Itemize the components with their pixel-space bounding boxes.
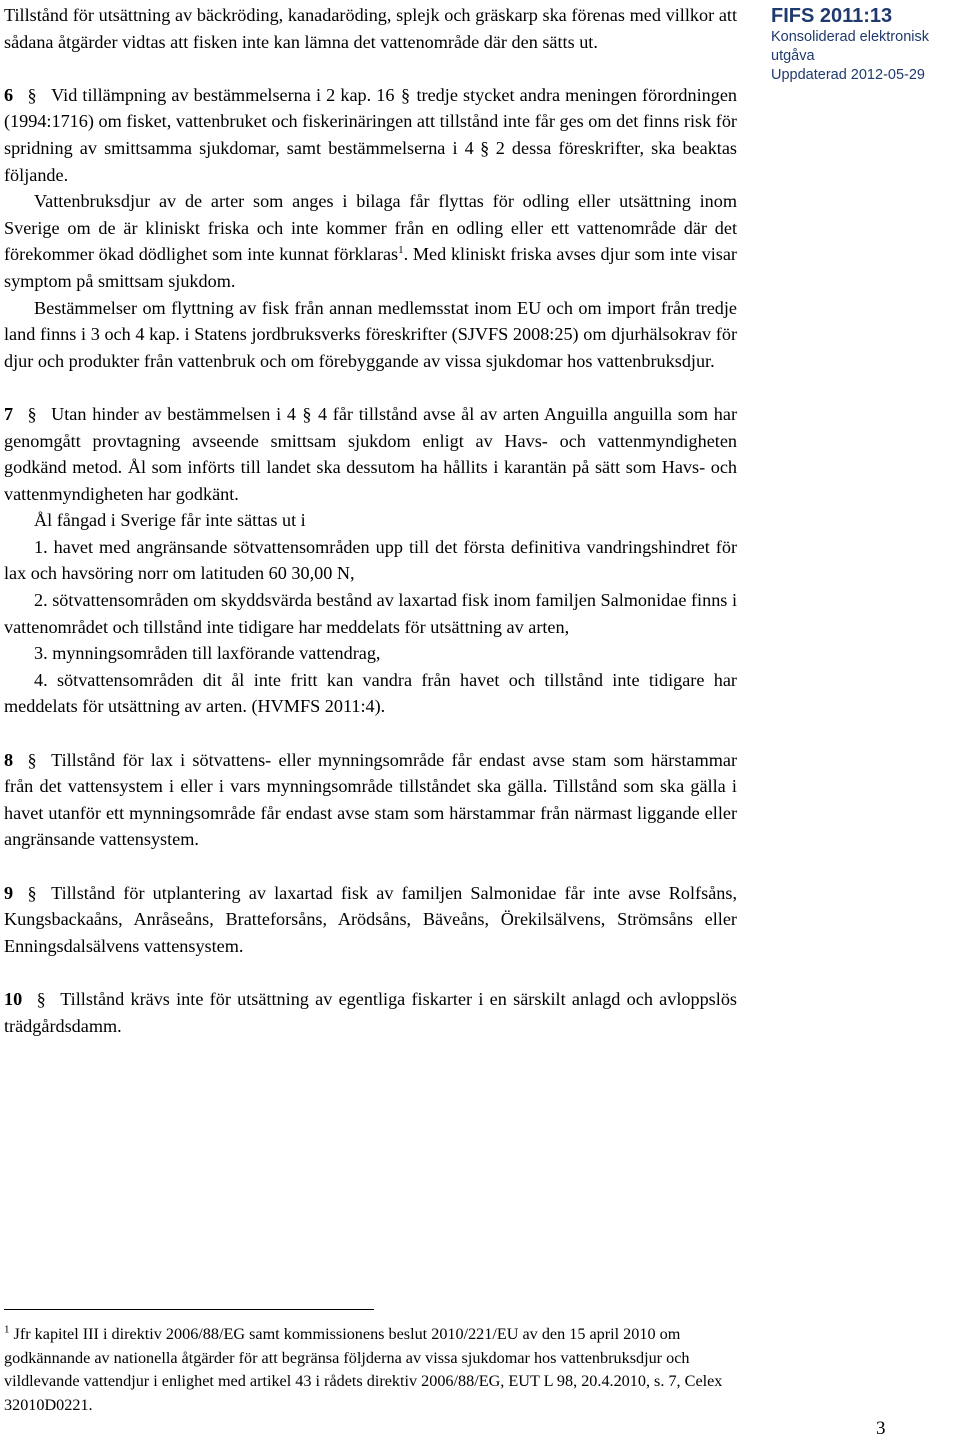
section-symbol: § — [27, 84, 37, 105]
spacer — [4, 959, 737, 986]
list-item: 4. sötvattensområden dit ål inte fritt kan vandra från havet och tillstånd inte tidigare har meddelats för utsättning av arten. (HVMFS 2011:4). — [4, 669, 737, 717]
spacer — [4, 374, 737, 401]
section-6-lead: Vid tillämpning av bestämmelserna i 2 kap. 16 — [51, 84, 395, 105]
footnote-marker: 1 — [4, 1323, 10, 1336]
footnote-text — [4, 1323, 739, 1417]
section-symbol: § — [27, 882, 37, 903]
intro-paragraph: Tillstånd för utsättning av bäckröding, kanadaröding, splejk och gräskarp ska förenas med villkor att sådana åtgärder vidtas att fisken inte kan lämna det vattenområde där den sätts ut. — [4, 5, 737, 52]
footnote-reference[interactable]: 1 — [398, 244, 404, 257]
section-7 — [4, 401, 737, 720]
document-header — [771, 4, 960, 85]
section-symbol: § — [36, 988, 46, 1009]
footnote-body: Jfr kapitel III i direktiv 2006/88/EG samt kommissionens beslut 2010/221/EU av den 15 april 2010 om godkännande av nationella åtgärder för att begränsa följderna av vissa sjukdomar hos vattenbruksdjur och vildlevande vattendjur i enlighet med artikel 43 i rådets direktiv 2006/88/EG, EUT L 98, 20.4.2010, s. 7, Celex 32010D0221. — [4, 1325, 723, 1414]
section-7-lead: Utan hinder av bestämmelsen i 4 — [51, 403, 296, 424]
section-symbol: § — [480, 137, 490, 158]
section-number: 8 — [4, 749, 14, 770]
spacer — [4, 853, 737, 880]
list-item: 2. sötvattensområden om skyddsvärda bestånd av laxartad fisk inom familjen Salmonidae finns i vattenområdet och tillstånd inte tidigare har meddelats för utsättning av arten, — [4, 590, 737, 637]
section-6 — [4, 82, 737, 375]
list-item: 1. havet med angränsande sötvattensområden upp till det första definitiva vandringshindret för lax och havsöring norr om latituden 60 30,00 N, — [4, 536, 737, 584]
section-symbol: § — [400, 84, 411, 105]
section-7-paragraph-2: Ål fångad i Sverige får inte sättas ut i — [34, 510, 306, 531]
document-body — [4, 2, 737, 1039]
list-item: 3. mynningsområden till laxförande vattendrag, — [34, 643, 381, 664]
spacer — [4, 720, 737, 747]
section-7-paragraph-1 — [4, 401, 737, 507]
page-number: 3 — [876, 1418, 886, 1439]
footnote-divider — [4, 1309, 374, 1310]
section-6-p2-text: Vattenbruksdjur av de arter som anges i bilaga får flyttas för odling eller utsättning inom Sverige om de är kliniskt friska och inte kommer från en odling eller ett vattenområde där det förekommer ökad dödlighet som inte kunnat förklaras — [4, 191, 737, 265]
section-9-text: Tillstånd för utplantering av laxartad fisk av familjen Salmonidae får inte avse Rolfsåns, Kungsbackaåns, Anråseåns, Bratteforsåns, Arödsåns, Bäveåns, Örekilsälvens, Strömsåns eller Enningsdalsälvens vattensystem. — [4, 882, 737, 956]
section-6-paragraph-3: Bestämmelser om flyttning av fisk från annan medlemsstat inom EU och om import från tredje land finns i 3 och 4 kap. i Statens jordbruksverks föreskrifter (SJVFS 2008:25) om djurhälsokrav för djur och produkter från vattenbruk och om förebyggande av vissa sjukdomar hos vattenbruksdjur. — [4, 297, 737, 371]
section-number: 9 — [4, 882, 14, 903]
section-6-p2-end: . Med kliniskt friska avses djur som inte visar symptom på smittsam sjukdom. — [4, 244, 737, 291]
section-number: 10 — [4, 988, 23, 1009]
section-number: 6 — [4, 84, 14, 105]
section-8 — [4, 747, 737, 853]
section-8-paragraph — [4, 747, 737, 853]
section-6-lead-rest: tredje stycket andra meningen förordningen (1994:1716) om fisket, vattenbruket och fiskerinäringen att tillstånd inte får ges om det finns risk för spridning av smittsamma sjukdomar, samt bestämmelserna i 4 — [4, 84, 737, 158]
footnote — [4, 1323, 739, 1417]
section-6-paragraph-1 — [4, 82, 737, 188]
section-symbol: § — [302, 403, 312, 424]
section-10 — [4, 986, 737, 1039]
regulation-code: FIFS 2011:13 — [771, 5, 893, 27]
section-10-paragraph — [4, 986, 737, 1039]
section-number: 7 — [4, 403, 14, 424]
section-6-paragraph-2 — [4, 188, 737, 294]
section-8-text: Tillstånd för lax i sötvattens- eller mynningsområde får endast avse stam som härstammar från det vattensystem i eller i vars mynningsområde tillståndet ska gälla. Tillstånd som ska gälla i havet utanför ett mynningsområde får endast avse stam som härstammar från närmast liggande eller angränsande vattensystem. — [4, 749, 737, 850]
section-7-lead-rest: 4 får tillstånd avse ål av arten Anguilla anguilla som har genomgått provtagning avseende smittsam sjukdom enligt av Havs- och vattenmyndigheten godkänd metod. Ål som införts till landet ska dessutom ha hållits i karantän på sätt som Havs- och vattenmyndigheten har godkänt. — [4, 403, 737, 504]
section-10-text: Tillstånd krävs inte för utsättning av egentliga fiskarter i en särskilt anlagd och avloppslös trädgårdsdamm. — [4, 988, 737, 1036]
edition-label: Konsoliderad elektronisk utgåva — [771, 29, 929, 64]
section-symbol: § — [27, 403, 37, 424]
section-9 — [4, 880, 737, 960]
section-9-paragraph — [4, 880, 737, 960]
section-6-lead-end: 2 dessa föreskrifter, ska beaktas följande. — [4, 137, 737, 185]
updated-date: Uppdaterad 2012-05-29 — [771, 67, 925, 83]
section-symbol: § — [27, 749, 37, 770]
spacer — [4, 55, 737, 82]
